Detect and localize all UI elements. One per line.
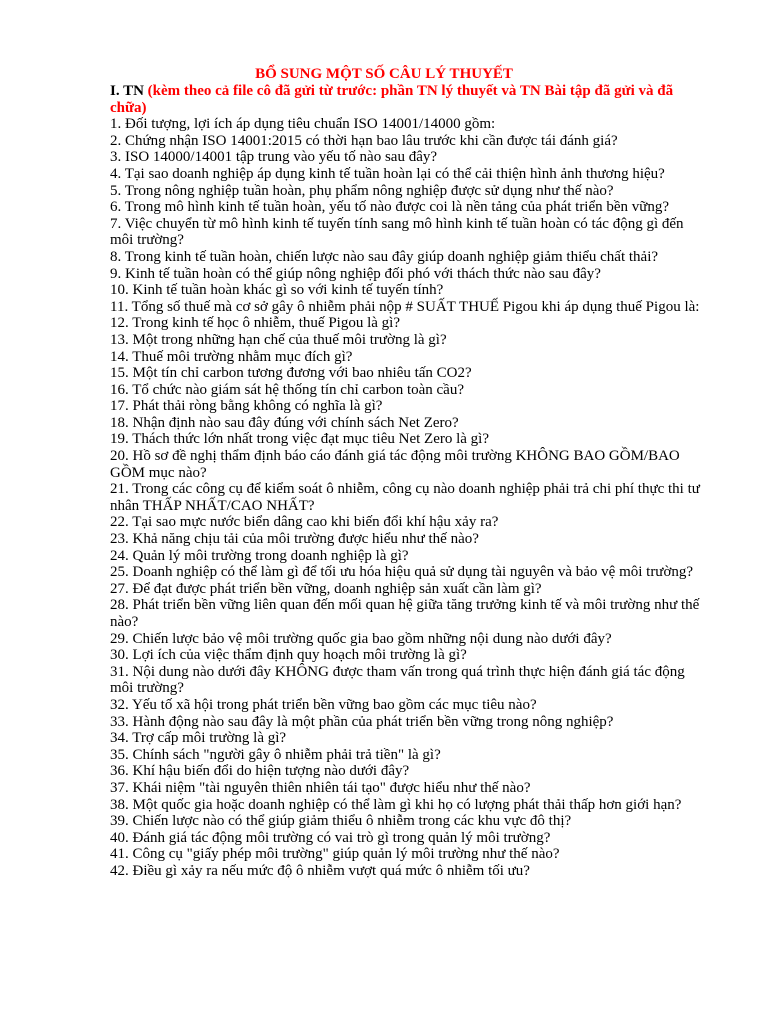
question-item: 24. Quản lý môi trường trong doanh nghiệp là gì? <box>110 547 409 564</box>
question-item: 33. Hành động nào sau đây là một phần của phát triển bền vững trong nông nghiệp? <box>110 713 614 730</box>
question-item: 16. Tổ chức nào giám sát hệ thống tín chỉ carbon toàn cầu? <box>110 381 464 398</box>
question-item: 41. Công cụ "giấy phép môi trường" giúp quản lý môi trường như thế nào? <box>110 846 560 863</box>
question-item: 29. Chiến lược bảo vệ môi trường quốc gia bao gồm những nội dung nào dưới đây? <box>110 630 612 647</box>
question-item: 15. Một tín chỉ carbon tương đương với bao nhiêu tấn CO2? <box>110 365 472 382</box>
question-list <box>110 116 710 879</box>
question-item: 36. Khí hậu biến đổi do hiện tượng nào dưới đây? <box>110 763 410 780</box>
question-item: 40. Đánh giá tác động môi trường có vai trò gì trong quản lý môi trường? <box>110 829 551 846</box>
question-item: 42. Điều gì xảy ra nếu mức độ ô nhiễm vượt quá mức ô nhiễm tối ưu? <box>110 862 530 879</box>
question-item: 19. Thách thức lớn nhất trong việc đạt mục tiêu Net Zero là gì? <box>110 431 489 448</box>
question-item: 7. Việc chuyển từ mô hình kinh tế tuyến tính sang mô hình kinh tế tuần hoàn có tác động gì đến môi trường? <box>110 215 684 249</box>
question-item: 2. Chứng nhận ISO 14001:2015 có thời hạn bao lâu trước khi cần được tái đánh giá? <box>110 132 618 149</box>
section-note: (kèm theo cả file cô đã gửi từ trước: phần TN lý thuyết và TN Bài tập đã gửi và đã chữa) <box>110 83 674 116</box>
question-item: 4. Tại sao doanh nghiệp áp dụng kinh tế tuần hoàn lại có thể cải thiện hình ảnh thương hiệu? <box>110 165 665 182</box>
question-item: 38. Một quốc gia hoặc doanh nghiệp có thể làm gì khi họ có lượng phát thải thấp hơn giới hạn? <box>110 796 682 813</box>
question-item: 17. Phát thải ròng bằng không có nghĩa là gì? <box>110 398 383 415</box>
section-heading <box>110 83 710 116</box>
question-item: 30. Lợi ích của việc thẩm định quy hoạch môi trường là gì? <box>110 647 467 664</box>
question-item: 28. Phát triển bền vững liên quan đến mối quan hệ giữa tăng trưởng kinh tế và môi trường như thế nào? <box>110 597 700 630</box>
question-item: 37. Khái niệm "tài nguyên thiên nhiên tái tạo" được hiểu như thế nào? <box>110 779 531 796</box>
question-item: 25. Doanh nghiệp có thể làm gì để tối ưu hóa hiệu quả sử dụng tài nguyên và bảo vệ môi trường? <box>110 564 694 581</box>
question-item: 31. Nội dung nào dưới đây KHÔNG được tham vấn trong quá trình thực hiện đánh giá tác động môi trường? <box>110 663 685 697</box>
question-item: 6. Trong mô hình kinh tế tuần hoàn, yếu tố nào được coi là nền tảng của phát triển bền vững? <box>110 199 670 216</box>
question-item: 8. Trong kinh tế tuần hoàn, chiến lược nào sau đây giúp doanh nghiệp giảm thiểu chất thải? <box>110 248 659 265</box>
question-item: 9. Kinh tế tuần hoàn có thể giúp nông nghiệp đối phó với thách thức nào sau đây? <box>110 265 601 282</box>
question-item: 14. Thuế môi trường nhằm mục đích gì? <box>110 348 353 365</box>
question-item: 10. Kinh tế tuần hoàn khác gì so với kinh tế tuyến tính? <box>110 282 444 299</box>
question-item: 32. Yếu tố xã hội trong phát triển bền vững bao gồm các mục tiêu nào? <box>110 696 537 713</box>
question-item: 12. Trong kinh tế học ô nhiễm, thuế Pigou là gì? <box>110 315 400 332</box>
question-item: 22. Tại sao mực nước biển dâng cao khi biến đổi khí hậu xảy ra? <box>110 514 499 531</box>
question-item: 3. ISO 14000/14001 tập trung vào yếu tố nào sau đây? <box>110 149 438 166</box>
page-title: BỔ SUNG MỘT SỐ CÂU LÝ THUYẾT <box>255 66 513 82</box>
question-item: 18. Nhận định nào sau đây đúng với chính sách Net Zero? <box>110 414 459 431</box>
section-label: I. TN <box>110 83 144 99</box>
question-item: 11. Tổng số thuế mà cơ sở gây ô nhiễm phải nộp # SUẤT THUẾ Pigou khi áp dụng thuế Pigou là: <box>110 298 700 315</box>
question-item: 1. Đối tượng, lợi ích áp dụng tiêu chuẩn ISO 14001/14000 gồm: <box>110 116 496 133</box>
question-item: 34. Trợ cấp môi trường là gì? <box>110 730 287 747</box>
question-item: 5. Trong nông nghiệp tuần hoàn, phụ phẩm nông nghiệp được sử dụng như thế nào? <box>110 182 614 199</box>
question-item: 35. Chính sách "người gây ô nhiễm phải trả tiền" là gì? <box>110 746 441 763</box>
question-item: 21. Trong các công cụ để kiểm soát ô nhiễm, công cụ nào doanh nghiệp phải trả chi phí thực thi tư nhân THẤP NHẤT/CAO NHẤT? <box>110 481 700 514</box>
document-body <box>110 83 710 880</box>
question-item: 13. Một trong những hạn chế của thuế môi trường là gì? <box>110 331 447 348</box>
question-item: 39. Chiến lược nào có thể giúp giảm thiểu ô nhiễm trong các khu vực đô thị? <box>110 813 572 830</box>
question-item: 20. Hồ sơ đề nghị thẩm định báo cáo đánh giá tác động môi trường KHÔNG BAO GỒM/BAO GỒM mục nào? <box>110 448 680 481</box>
question-item: 27. Để đạt được phát triển bền vững, doanh nghiệp sản xuất cần làm gì? <box>110 580 542 597</box>
question-item: 23. Khả năng chịu tải của môi trường được hiểu như thế nào? <box>110 531 479 548</box>
